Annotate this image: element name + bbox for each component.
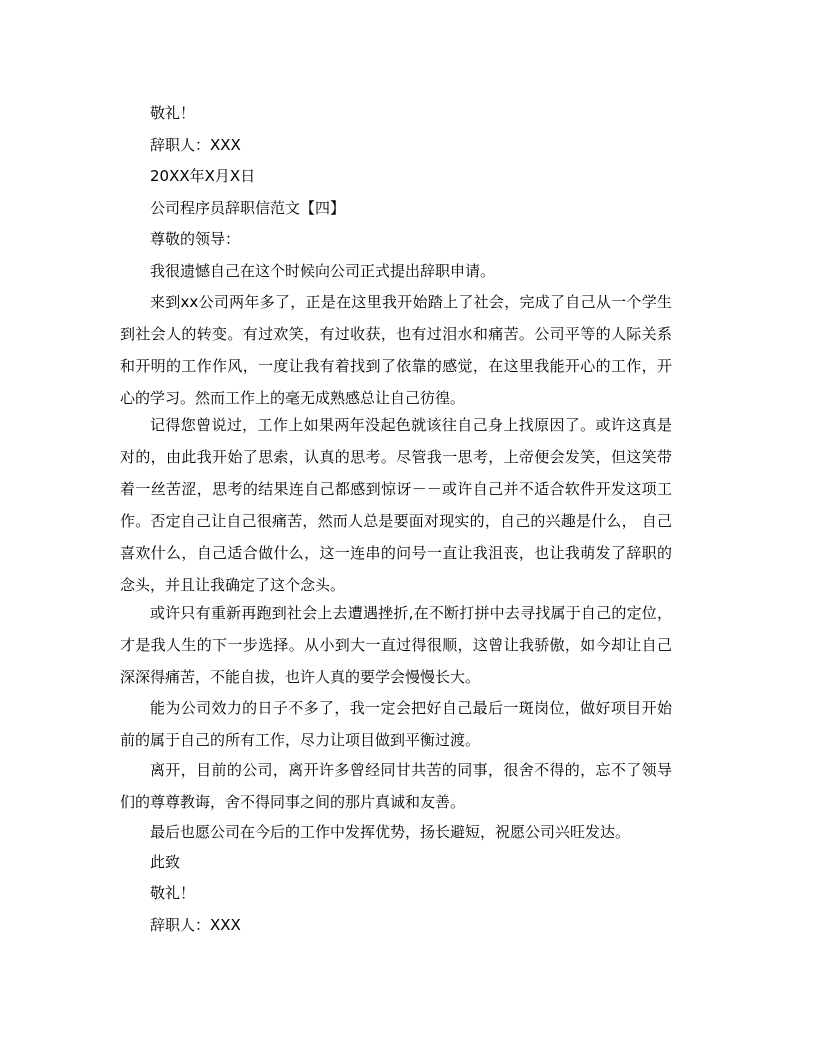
closing-regards-2: 敬礼！: [150, 884, 196, 902]
paragraph-2: 来到xx公司两年多了，正是在这里我开始踏上了社会，完成了自己从一个学生到社会人的转变。有过欢笑，有过收获，也有过泪水和痛苦。公司平等的人际关系和开明的工作作风，一度让我有着找到了依靠的感觉，在这里我能开心的工作，开心的学习。然而工作上的毫无成熟感总让自己彷徨。: [120, 293, 672, 407]
section-heading: 公司程序员辞职信范文【四】: [150, 199, 346, 217]
paragraph-1: 我很遗憾自己在这个时候向公司正式提出辞职申请。: [150, 262, 496, 280]
closing-regards-1: 敬礼！: [150, 104, 196, 122]
paragraph-5: 能为公司效力的日子不多了，我一定会把好自己最后一斑岗位，做好项目开始前的属于自己的所有工作，尽力让项目做到平衡过渡。: [120, 699, 672, 749]
paragraph-7: 最后也愿公司在今后的工作中发挥优势，扬长避短，祝愿公司兴旺发达。: [150, 823, 631, 841]
paragraph-6: 离开，目前的公司，离开许多曾经同甘共苦的同事，很舍不得的，忘不了领导们的尊尊教诲，舍不得同事之间的那片真诚和友善。: [120, 761, 672, 811]
paragraph-3: 记得您曾说过，工作上如果两年没起色就该往自己身上找原因了。或许这真是对的，由此我开始了思索，认真的思考。尽管我一思考，上帝便会发笑，但这笑带着一丝苦涩，思考的结果连自己都感到惊讶－－或许自己并不适合软件开发这项工作。否定自己让自己很痛苦，然而人总是要面对现实的，自己的兴趣是什么， 自己喜欢什么，自己适合做什么，这一连串的问号一直让我沮丧，也让我萌发了辞职的念头，并且让我确定了这个念头。: [120, 416, 672, 594]
date-line: 20XX年X月X日: [150, 167, 256, 185]
paragraph-4: 或许只有重新再跑到社会上去遭遇挫折,在不断打拼中去寻找属于自己的定位，才是我人生的下一步选择。从小到大一直过得很顺，这曾让我骄傲，如今却让自己深深得痛苦，不能自拔，也许人真的要学会慢慢长大。: [120, 604, 672, 686]
salutation: 尊敬的领导：: [150, 230, 241, 248]
signer-line-1: 辞职人：XXX: [150, 136, 241, 154]
closing-zhici: 此致: [150, 853, 181, 871]
signer-line-2: 辞职人：XXX: [150, 916, 241, 934]
